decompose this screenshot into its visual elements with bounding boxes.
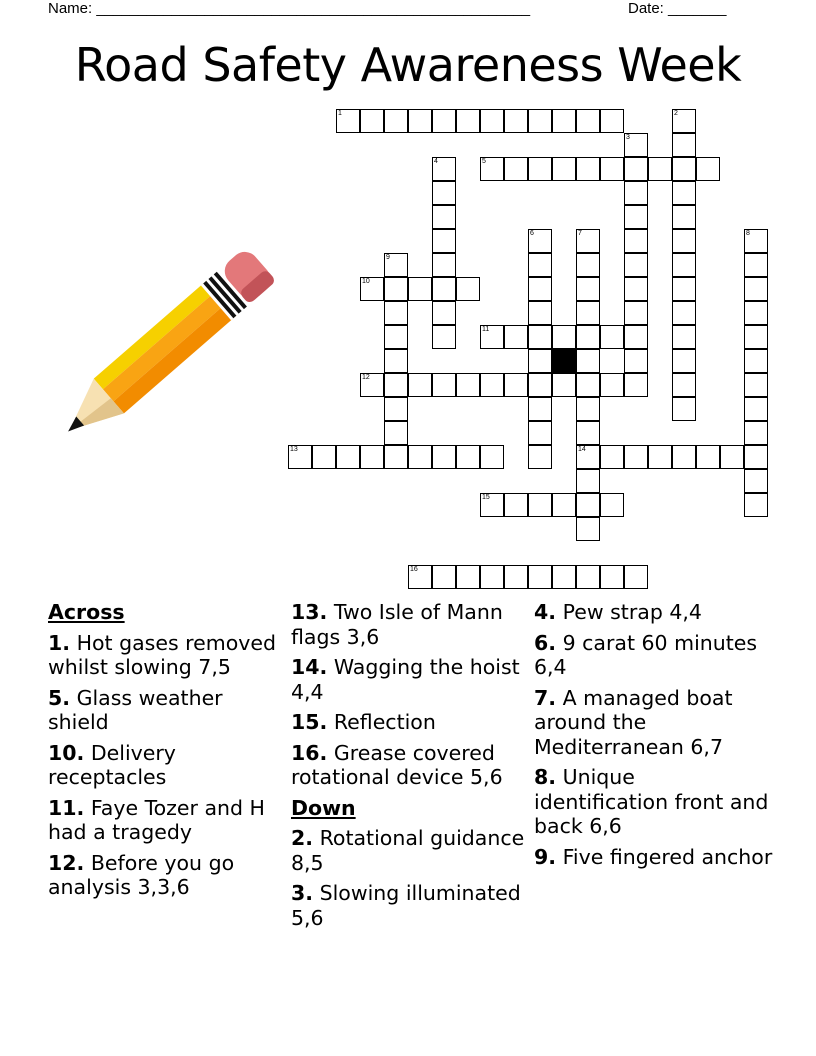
grid-cell[interactable] bbox=[312, 445, 336, 469]
clue-item bbox=[291, 600, 529, 649]
grid-cell[interactable] bbox=[624, 181, 648, 205]
grid-cell[interactable] bbox=[696, 157, 720, 181]
grid-cell[interactable] bbox=[744, 397, 768, 421]
clue-item bbox=[48, 851, 284, 900]
grid-cell[interactable] bbox=[600, 493, 624, 517]
grid-cell[interactable] bbox=[576, 229, 600, 253]
cell-number: 15 bbox=[482, 494, 490, 501]
grid-cell[interactable] bbox=[384, 349, 408, 373]
grid-cell[interactable] bbox=[552, 565, 576, 589]
clue-number: 16. bbox=[291, 740, 328, 765]
grid-cell[interactable] bbox=[576, 301, 600, 325]
clue-number: 6. bbox=[534, 630, 557, 655]
grid-cell[interactable] bbox=[624, 205, 648, 229]
grid-cell[interactable] bbox=[432, 565, 456, 589]
grid-cell[interactable] bbox=[480, 109, 504, 133]
grid-cell[interactable] bbox=[552, 109, 576, 133]
clue-text: Rotational guidance 8,5 bbox=[291, 826, 525, 875]
grid-cell[interactable] bbox=[672, 181, 696, 205]
grid-cell[interactable] bbox=[480, 565, 504, 589]
grid-cell[interactable] bbox=[456, 109, 480, 133]
grid-cell[interactable] bbox=[576, 445, 600, 469]
grid-cell[interactable] bbox=[576, 109, 600, 133]
grid-cell[interactable] bbox=[672, 349, 696, 373]
grid-cell[interactable] bbox=[408, 109, 432, 133]
grid-cell[interactable] bbox=[600, 157, 624, 181]
grid-cell[interactable] bbox=[384, 301, 408, 325]
cell-number: 16 bbox=[410, 566, 418, 573]
clue-text: Delivery receptacles bbox=[48, 740, 176, 789]
grid-cell[interactable] bbox=[528, 493, 552, 517]
grid-cell[interactable] bbox=[672, 325, 696, 349]
grid-cell[interactable] bbox=[432, 373, 456, 397]
clue-column-3 bbox=[534, 600, 774, 875]
grid-cell[interactable] bbox=[504, 109, 528, 133]
grid-cell[interactable] bbox=[432, 445, 456, 469]
clue-item bbox=[291, 741, 529, 790]
grid-cell[interactable] bbox=[552, 157, 576, 181]
grid-cell[interactable] bbox=[744, 469, 768, 493]
grid-cell[interactable] bbox=[576, 277, 600, 301]
grid-cell[interactable] bbox=[744, 445, 768, 469]
clue-text: Grease covered rotational device 5,6 bbox=[291, 740, 503, 789]
grid-cell[interactable] bbox=[576, 565, 600, 589]
grid-cell[interactable] bbox=[384, 253, 408, 277]
grid-cell[interactable] bbox=[384, 397, 408, 421]
grid-cell[interactable] bbox=[624, 133, 648, 157]
clue-number: 3. bbox=[291, 881, 314, 905]
clue-number: 13. bbox=[291, 600, 328, 624]
grid-cell[interactable] bbox=[576, 517, 600, 541]
cell-number: 4 bbox=[434, 158, 438, 165]
grid-cell[interactable] bbox=[384, 421, 408, 445]
grid-cell[interactable] bbox=[432, 301, 456, 325]
clue-text: Before you go analysis 3,3,6 bbox=[48, 850, 235, 899]
clue-number: 15. bbox=[291, 710, 328, 734]
grid-cell[interactable] bbox=[672, 373, 696, 397]
grid-cell[interactable] bbox=[744, 421, 768, 445]
grid-cell[interactable] bbox=[528, 325, 552, 349]
grid-cell[interactable] bbox=[624, 565, 648, 589]
grid-cell[interactable] bbox=[432, 205, 456, 229]
grid-cell[interactable] bbox=[576, 349, 600, 373]
grid-cell[interactable] bbox=[528, 229, 552, 253]
grid-cell[interactable] bbox=[456, 565, 480, 589]
grid-cell[interactable] bbox=[336, 445, 360, 469]
clue-text: Wagging the hoist 4,4 bbox=[291, 655, 520, 704]
clue-text: Glass weather shield bbox=[48, 685, 223, 734]
grid-cell[interactable] bbox=[744, 301, 768, 325]
grid-cell[interactable] bbox=[600, 565, 624, 589]
clue-number: 11. bbox=[48, 795, 85, 820]
clue-text: Faye Tozer and H had a tragedy bbox=[48, 795, 265, 844]
clue-item bbox=[48, 631, 284, 680]
grid-cell[interactable] bbox=[744, 325, 768, 349]
grid-cell[interactable] bbox=[672, 397, 696, 421]
cell-number: 14 bbox=[578, 446, 586, 453]
grid-cell[interactable] bbox=[528, 373, 552, 397]
grid-cell[interactable] bbox=[384, 277, 408, 301]
grid-cell[interactable] bbox=[600, 373, 624, 397]
cell-number: 2 bbox=[674, 110, 678, 117]
grid-cell[interactable] bbox=[504, 373, 528, 397]
grid-cell[interactable] bbox=[600, 109, 624, 133]
grid-cell[interactable] bbox=[552, 373, 576, 397]
grid-cell[interactable] bbox=[528, 349, 552, 373]
grid-cell[interactable] bbox=[600, 445, 624, 469]
grid-cell[interactable] bbox=[408, 277, 432, 301]
clue-text: Pew strap 4,4 bbox=[556, 600, 702, 624]
grid-cell[interactable] bbox=[528, 397, 552, 421]
clue-item bbox=[48, 686, 284, 735]
grid-cell[interactable] bbox=[744, 349, 768, 373]
grid-cell[interactable] bbox=[552, 325, 576, 349]
grid-cell[interactable] bbox=[360, 445, 384, 469]
grid-cell[interactable] bbox=[360, 109, 384, 133]
clue-text: Reflection bbox=[327, 710, 436, 734]
clue-text: Slowing illuminated 5,6 bbox=[291, 881, 521, 930]
grid-cell[interactable] bbox=[504, 157, 528, 181]
grid-cell[interactable] bbox=[624, 157, 648, 181]
grid-cell[interactable] bbox=[672, 277, 696, 301]
grid-cell[interactable] bbox=[576, 157, 600, 181]
grid-cell[interactable] bbox=[624, 325, 648, 349]
cell-number: 8 bbox=[746, 230, 750, 237]
clue-number: 8. bbox=[534, 765, 557, 789]
grid-cell[interactable] bbox=[672, 109, 696, 133]
clue-text: 9 carat 60 minutes 6,4 bbox=[534, 630, 758, 679]
grid-cell[interactable] bbox=[672, 253, 696, 277]
grid-cell[interactable] bbox=[432, 157, 456, 181]
grid-cell[interactable] bbox=[528, 157, 552, 181]
grid-cell[interactable] bbox=[744, 373, 768, 397]
grid-cell[interactable] bbox=[384, 325, 408, 349]
grid-cell[interactable] bbox=[360, 373, 384, 397]
clue-item bbox=[534, 845, 774, 870]
grid-cell[interactable] bbox=[744, 277, 768, 301]
grid-cell[interactable] bbox=[528, 445, 552, 469]
clue-number: 14. bbox=[291, 655, 328, 679]
grid-cell[interactable] bbox=[336, 109, 360, 133]
grid-cell[interactable] bbox=[432, 277, 456, 301]
grid-cell[interactable] bbox=[480, 493, 504, 517]
cell-number: 9 bbox=[386, 254, 390, 261]
clue-number: 5. bbox=[48, 685, 71, 710]
clue-column-2 bbox=[291, 600, 529, 936]
grid-cell[interactable] bbox=[528, 301, 552, 325]
page-title: Road Safety Awareness Week bbox=[74, 38, 742, 92]
clue-item bbox=[534, 765, 774, 839]
grid-cell[interactable] bbox=[480, 157, 504, 181]
grid-cell[interactable] bbox=[624, 301, 648, 325]
clue-item bbox=[291, 655, 529, 704]
clue-number: 9. bbox=[534, 844, 557, 869]
across-heading: Across bbox=[48, 600, 125, 624]
grid-cell[interactable] bbox=[432, 325, 456, 349]
clue-item bbox=[534, 631, 774, 680]
clue-text: Hot gases removed whilst slowing 7,5 bbox=[48, 630, 277, 679]
grid-cell[interactable] bbox=[576, 325, 600, 349]
grid-cell[interactable] bbox=[624, 373, 648, 397]
cell-number: 11 bbox=[482, 326, 490, 333]
grid-cell[interactable] bbox=[432, 229, 456, 253]
grid-cell[interactable] bbox=[672, 157, 696, 181]
grid-cell[interactable] bbox=[648, 157, 672, 181]
cell-number: 3 bbox=[626, 134, 630, 141]
clue-text: Five fingered anchor bbox=[556, 844, 773, 869]
grid-cell[interactable] bbox=[456, 445, 480, 469]
clue-item bbox=[48, 741, 284, 790]
grid-cell[interactable] bbox=[528, 421, 552, 445]
grid-cell[interactable] bbox=[576, 253, 600, 277]
cell-number: 6 bbox=[530, 230, 534, 237]
grid-cell[interactable] bbox=[576, 421, 600, 445]
grid-cell[interactable] bbox=[384, 109, 408, 133]
grid-cell[interactable] bbox=[720, 445, 744, 469]
clue-text: A managed boat around the Mediterranean 6,7 bbox=[534, 685, 733, 759]
name-field-label[interactable]: Name: ____________________________________________________ bbox=[48, 0, 531, 17]
grid-cell[interactable] bbox=[576, 397, 600, 421]
grid-cell[interactable] bbox=[648, 445, 672, 469]
clue-number: 1. bbox=[48, 630, 71, 655]
grid-cell[interactable] bbox=[600, 325, 624, 349]
cell-number: 5 bbox=[482, 158, 486, 165]
cell-number: 13 bbox=[290, 446, 298, 453]
clue-number: 7. bbox=[534, 685, 557, 710]
grid-cell[interactable] bbox=[480, 325, 504, 349]
grid-cell[interactable] bbox=[504, 493, 528, 517]
grid-cell[interactable] bbox=[288, 445, 312, 469]
grid-cell[interactable] bbox=[432, 109, 456, 133]
cell-number: 1 bbox=[338, 110, 342, 117]
grid-cell[interactable] bbox=[672, 205, 696, 229]
grid-cell[interactable] bbox=[480, 373, 504, 397]
date-field-label[interactable]: Date: _______ bbox=[628, 0, 727, 17]
grid-cell[interactable] bbox=[504, 565, 528, 589]
down-heading: Down bbox=[291, 795, 356, 820]
grid-cell[interactable] bbox=[624, 277, 648, 301]
grid-cell[interactable] bbox=[480, 445, 504, 469]
cell-number: 10 bbox=[362, 278, 370, 285]
clue-text: Unique identification front and back 6,6 bbox=[534, 765, 769, 838]
clue-number: 12. bbox=[48, 850, 85, 875]
grid-cell[interactable] bbox=[408, 373, 432, 397]
grid-cell[interactable] bbox=[696, 445, 720, 469]
cell-number: 7 bbox=[578, 230, 582, 237]
grid-cell[interactable] bbox=[408, 445, 432, 469]
grid-cell[interactable] bbox=[384, 373, 408, 397]
grid-cell[interactable] bbox=[624, 229, 648, 253]
cell-number: 12 bbox=[362, 374, 370, 381]
grid-cell[interactable] bbox=[528, 565, 552, 589]
clue-text: Two Isle of Mann flags 3,6 bbox=[291, 600, 503, 649]
clue-number: 4. bbox=[534, 600, 557, 624]
grid-cell[interactable] bbox=[552, 493, 576, 517]
grid-cell[interactable] bbox=[672, 301, 696, 325]
grid-cell[interactable] bbox=[624, 253, 648, 277]
grid-cell[interactable] bbox=[744, 229, 768, 253]
blocked-cell bbox=[552, 349, 576, 373]
grid-cell[interactable] bbox=[528, 277, 552, 301]
grid-cell[interactable] bbox=[624, 445, 648, 469]
grid-cell[interactable] bbox=[744, 493, 768, 517]
grid-cell[interactable] bbox=[672, 133, 696, 157]
grid-cell[interactable] bbox=[432, 181, 456, 205]
grid-cell[interactable] bbox=[744, 253, 768, 277]
clue-item bbox=[534, 600, 774, 625]
clue-item bbox=[291, 881, 529, 930]
grid-cell[interactable] bbox=[672, 445, 696, 469]
grid-cell[interactable] bbox=[456, 277, 480, 301]
grid-cell[interactable] bbox=[528, 253, 552, 277]
grid-cell[interactable] bbox=[576, 493, 600, 517]
clue-column-1 bbox=[48, 600, 284, 906]
grid-cell[interactable] bbox=[432, 253, 456, 277]
clue-item bbox=[291, 826, 529, 875]
grid-cell[interactable] bbox=[384, 445, 408, 469]
grid-cell[interactable] bbox=[576, 469, 600, 493]
clue-item bbox=[534, 686, 774, 760]
grid-cell[interactable] bbox=[360, 277, 384, 301]
grid-cell[interactable] bbox=[408, 565, 432, 589]
grid-cell[interactable] bbox=[528, 109, 552, 133]
clue-number: 10. bbox=[48, 740, 85, 765]
clue-item bbox=[291, 710, 529, 735]
clue-number: 2. bbox=[291, 826, 314, 850]
grid-cell[interactable] bbox=[456, 373, 480, 397]
grid-cell[interactable] bbox=[576, 373, 600, 397]
grid-cell[interactable] bbox=[672, 229, 696, 253]
grid-cell[interactable] bbox=[504, 325, 528, 349]
clue-item bbox=[48, 796, 284, 845]
grid-cell[interactable] bbox=[624, 349, 648, 373]
